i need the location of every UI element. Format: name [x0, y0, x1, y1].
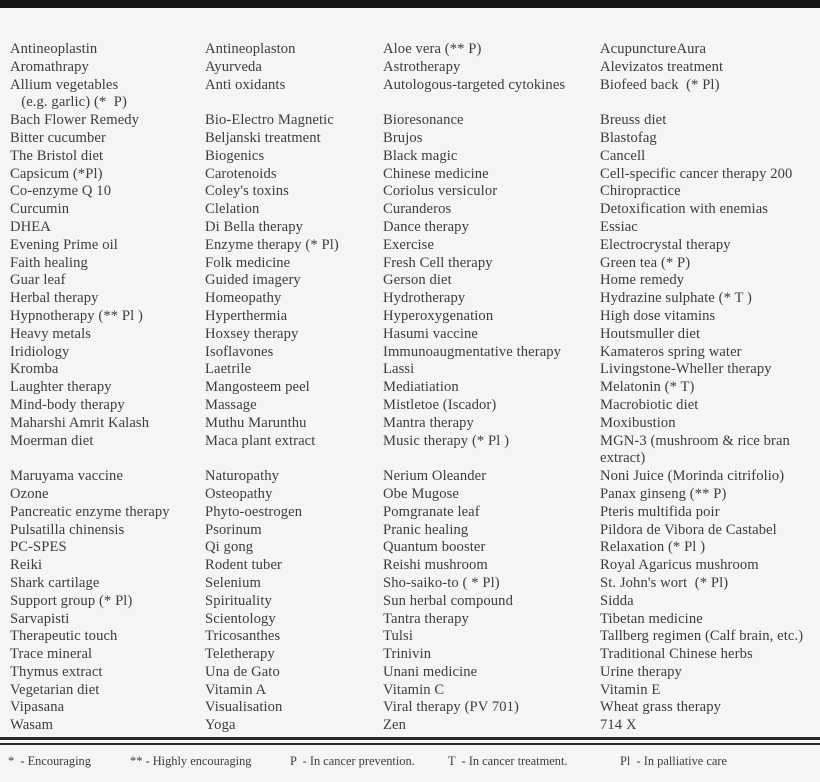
therapy-cell: Hyperoxygenation [383, 307, 494, 324]
therapy-cell: Pranic healing [383, 521, 469, 538]
therapy-cell: Allium vegetables [10, 76, 119, 93]
therapy-cell: Bach Flower Remedy [10, 112, 140, 129]
therapy-cell: Hydrazine sulphate (* T ) [600, 290, 752, 307]
therapy-cell: Thymus extract [10, 663, 103, 680]
therapy-cell: St. John's wort (* Pl) [600, 574, 729, 591]
therapy-cell: Psorinum [205, 521, 262, 538]
therapy-cell: Support group (* Pl) [10, 592, 133, 609]
therapy-cell: Di Bella therapy [205, 218, 304, 235]
therapy-cell [10, 450, 205, 468]
therapy-cell: Pildora de Vibora de Castabel [600, 521, 777, 538]
therapy-cell: High dose vitamins [600, 307, 716, 324]
therapy-cell: Clelation [205, 201, 260, 218]
therapy-cell: Home remedy [600, 272, 685, 289]
therapy-cell: Homeopathy [205, 290, 282, 307]
therapy-cell: MGN-3 (mushroom & rice bran [600, 432, 790, 449]
therapy-cell: Tulsi [383, 628, 413, 645]
therapy-cell: Wheat grass therapy [600, 699, 722, 716]
therapy-cell: Guided imagery [205, 272, 301, 289]
therapy-cell: Noni Juice (Morinda citrifolio) [600, 468, 785, 485]
therapy-cell: Pulsatilla chinensis [10, 521, 125, 538]
therapy-cell: Bioresonance [383, 112, 464, 129]
therapy-cell: Macrobiotic diet [600, 396, 699, 413]
therapy-cell [205, 94, 383, 112]
therapy-cell: Traditional Chinese herbs [600, 646, 753, 663]
therapy-cell: Lassi [383, 361, 415, 378]
therapy-cell: Vitamin C [383, 681, 445, 698]
therapy-cell: DHEA [10, 218, 51, 235]
therapy-cell: Tantra therapy [383, 610, 469, 627]
therapy-cell: Cancell [600, 147, 646, 164]
therapy-cell: Antineoplaston [205, 41, 296, 57]
therapy-cell: (e.g. garlic) (* P) [10, 94, 127, 111]
therapy-cell: Ayurveda [205, 58, 263, 75]
therapy-cell: Vegetarian diet [10, 681, 100, 698]
therapy-cell: Exercise [383, 236, 435, 253]
therapy-cell: Pancreatic enzyme therapy [10, 503, 170, 520]
therapy-cell: Sidda [600, 592, 634, 609]
therapy-cell: Zen [383, 717, 406, 734]
therapy-cell: Curcumin [10, 201, 70, 218]
therapy-cell: Osteopathy [205, 485, 273, 502]
therapy-cell: Viral therapy (PV 701) [383, 699, 520, 716]
therapy-cell: Co-enzyme Q 10 [10, 183, 112, 200]
therapy-cell: Hydrotherapy [383, 290, 466, 307]
therapy-cell: 714 X [600, 717, 637, 734]
therapy-cell: Chiropractice [600, 183, 681, 200]
therapy-cell: Gerson diet [383, 272, 452, 289]
footnote-encouraging: * - Encouraging [8, 754, 91, 768]
therapy-cell: Selenium [205, 574, 261, 591]
footnote-cancer-prevention: P - In cancer prevention. [290, 754, 415, 768]
therapy-cell: Chinese medicine [383, 165, 489, 182]
therapy-cell [383, 94, 600, 112]
therapy-cell: Dance therapy [383, 218, 469, 235]
therapy-cell: Maruyama vaccine [10, 468, 124, 485]
therapy-cell: Wasam [10, 717, 54, 734]
therapy-cell: Tibetan medicine [600, 610, 703, 627]
therapy-cell: Hoxsey therapy [205, 325, 299, 342]
therapy-cell: Massage [205, 396, 257, 413]
therapy-cell: Antineoplastin [10, 41, 98, 57]
therapy-cell: Biofeed back (* Pl) [600, 76, 720, 93]
therapy-cell: Sun herbal compound [383, 592, 513, 609]
footnote-highly-encouraging: ** - Highly encouraging [130, 754, 252, 768]
therapy-cell: Muthu Marunthu [205, 414, 307, 431]
therapy-cell: Hyperthermia [205, 307, 288, 324]
therapy-cell: Phyto-oestrogen [205, 503, 303, 520]
therapy-cell: Teletherapy [205, 646, 275, 663]
therapy-cell: Mantra therapy [383, 414, 474, 431]
therapy-cell: Houtsmuller diet [600, 325, 701, 342]
therapy-cell: Astrotherapy [383, 58, 461, 75]
therapy-cell: Evening Prime oil [10, 236, 118, 253]
therapy-cell: Kromba [10, 361, 59, 378]
therapy-cell: Herbal therapy [10, 290, 99, 307]
therapy-cell: Aromathrapy [10, 58, 89, 75]
therapy-cell: Laetrile [205, 361, 252, 378]
therapy-cell: Royal Agaricus mushroom [600, 557, 759, 574]
therapy-cell: Trinivin [383, 646, 432, 663]
therapy-cell: Laughter therapy [10, 379, 112, 396]
therapy-cell: Panax ginseng (** P) [600, 485, 727, 502]
therapy-cell: Melatonin (* T) [600, 379, 695, 396]
therapy-cell: Vitamin E [600, 681, 661, 698]
therapy-cell: Blastofag [600, 129, 657, 146]
therapy-cell: Coley's toxins [205, 183, 289, 200]
therapy-cell: Kamateros spring water [600, 343, 742, 360]
therapy-cell: Curanderos [383, 201, 452, 218]
therapy-cell: Relaxation (* Pl ) [600, 539, 706, 556]
therapy-cell: AcupunctureAura [600, 41, 707, 57]
therapy-cell: Mangosteem peel [205, 379, 310, 396]
therapy-cell: Biogenics [205, 147, 265, 164]
therapy-cell: Yoga [205, 717, 236, 734]
therapy-cell: Folk medicine [205, 254, 291, 271]
therapy-cell: Reiki [10, 557, 43, 574]
therapy-cell: Bio-Electro Magnetic [205, 112, 334, 129]
therapy-cell: Visualisation [205, 699, 283, 716]
therapy-cell: Livingstone-Wheller therapy [600, 361, 772, 378]
therapy-cell: Autologous-targeted cytokines [383, 76, 566, 93]
therapy-cell: The Bristol diet [10, 147, 104, 164]
therapy-cell: Immunoaugmentative therapy [383, 343, 562, 360]
therapy-cell: Quantum booster [383, 539, 486, 556]
therapy-cell [383, 450, 600, 468]
therapy-cell: Naturopathy [205, 468, 280, 485]
therapy-cell: Nerium Oleander [383, 468, 487, 485]
therapy-cell: Iridiology [10, 343, 70, 360]
therapy-cell: Scientology [205, 610, 276, 627]
therapy-cell: Spirituality [205, 592, 272, 609]
therapy-cell: Sho-saiko-to ( * Pl) [383, 574, 500, 591]
therapy-cell: Breuss diet [600, 112, 667, 129]
therapy-cell: Fresh Cell therapy [383, 254, 493, 271]
therapy-cell: Black magic [383, 147, 458, 164]
therapy-cell: Isoflavones [205, 343, 274, 360]
therapy-cell: Bitter cucumber [10, 129, 106, 146]
therapy-cell: Carotenoids [205, 165, 277, 182]
therapy-cell: Brujos [383, 129, 423, 146]
therapy-cell: Qi gong [205, 539, 254, 556]
therapy-cell [205, 450, 383, 468]
therapy-cell: Vitamin A [205, 681, 267, 698]
therapy-cell: Obe Mugose [383, 485, 459, 502]
therapy-cell: Music therapy (* Pl ) [383, 432, 510, 449]
therapy-cell: Reishi mushroom [383, 557, 488, 574]
therapy-cell: Enzyme therapy (* Pl) [205, 236, 339, 253]
therapy-cell: Green tea (* P) [600, 254, 691, 271]
therapy-cell: Essiac [600, 218, 638, 235]
therapy-cell: Moxibustion [600, 414, 676, 431]
therapy-cell: Aloe vera (** P) [383, 41, 482, 57]
therapy-cell: Sarvapisti [10, 610, 70, 627]
therapy-cell: Unani medicine [383, 663, 478, 680]
therapy-cell: Detoxification with enemias [600, 201, 769, 218]
therapy-cell: Capsicum (*Pl) [10, 165, 103, 182]
therapy-cell: Cell-specific cancer therapy 200 [600, 165, 793, 182]
therapy-cell: Guar leaf [10, 272, 66, 289]
therapy-cell: Beljanski treatment [205, 129, 321, 146]
therapy-cell: Trace mineral [10, 646, 93, 663]
therapy-cell: extract) [600, 450, 646, 467]
therapy-cell: Pomgranate leaf [383, 503, 480, 520]
therapy-cell: Coriolus versiculor [383, 183, 498, 200]
therapy-cell: Tallberg regimen (Calf brain, etc.) [600, 628, 804, 645]
therapy-cell: Rodent tuber [205, 557, 282, 574]
therapy-cell: Una de Gato [205, 663, 280, 680]
therapy-cell: Hasumi vaccine [383, 325, 479, 342]
therapy-table [10, 41, 814, 735]
therapy-cell: Electrocrystal therapy [600, 236, 731, 253]
therapy-cell: Mistletoe (Iscador) [383, 396, 497, 413]
therapy-cell: Heavy metals [10, 325, 92, 342]
therapy-cell: Mediatiation [383, 379, 459, 396]
therapy-cell: Therapeutic touch [10, 628, 118, 645]
therapy-cell: Maca plant extract [205, 432, 316, 449]
footnote-cancer-treatment: T - In cancer treatment. [448, 754, 568, 768]
therapy-cell: Urine therapy [600, 663, 682, 680]
therapy-cell [600, 94, 814, 112]
table-bottom-rule [0, 737, 820, 745]
therapy-cell: Anti oxidants [205, 76, 286, 93]
therapy-cell: Vipasana [10, 699, 65, 716]
therapy-cell: Faith healing [10, 254, 88, 271]
footnote-legend [0, 753, 820, 773]
therapy-cell: Tricosanthes [205, 628, 281, 645]
therapy-cell: Mind-body therapy [10, 396, 125, 413]
footnote-palliative-care: Pl - In palliative care [620, 754, 727, 768]
therapy-cell: Hypnotherapy (** Pl ) [10, 307, 144, 324]
therapy-cell: Ozone [10, 485, 49, 502]
therapy-cell: Alevizatos treatment [600, 58, 724, 75]
therapy-cell: Shark cartilage [10, 574, 100, 591]
therapy-cell: Maharshi Amrit Kalash [10, 414, 150, 431]
table-top-rule [0, 0, 820, 8]
therapy-cell: Pteris multifida poir [600, 503, 720, 520]
therapy-cell: Moerman diet [10, 432, 94, 449]
therapy-cell: PC-SPES [10, 539, 67, 556]
